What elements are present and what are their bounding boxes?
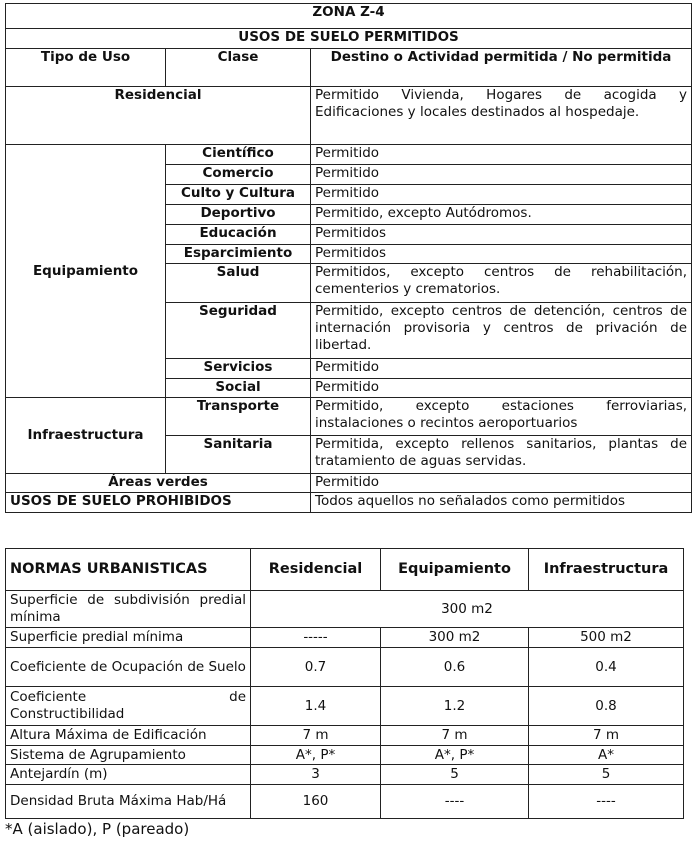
prohibidos-destino: Todos aquellos no señalados como permitidos: [311, 493, 692, 513]
row-label: Superficie predial mínima: [6, 628, 251, 648]
row-value: 7 m: [251, 726, 381, 746]
areas-verdes-tipo: Áreas verdes: [6, 474, 311, 493]
row-label: Superficie de subdivisión predial mínima: [6, 591, 251, 628]
header-destino: Destino o Actividad permitida / No permitida: [311, 49, 692, 87]
row-value: 500 m2: [529, 628, 684, 648]
destino-cell: Permitida, excepto rellenos sanitarios, plantas de tratamiento de aguas servidas.: [311, 436, 692, 474]
clase-cell: Educación: [166, 225, 311, 245]
destino-cell: Permitido, excepto centros de detención, centros de internación provisoria y centros de privación de libertad.: [311, 303, 692, 359]
row-value: 3: [251, 765, 381, 785]
clase-cell: Culto y Cultura: [166, 185, 311, 205]
row-value: 1.4: [251, 687, 381, 726]
destino-cell: Permitidos: [311, 225, 692, 245]
clase-cell: Salud: [166, 264, 311, 303]
row-value: 5: [381, 765, 529, 785]
clase-cell: Sanitaria: [166, 436, 311, 474]
destino-cell: Permitido: [311, 185, 692, 205]
areas-verdes-destino: Permitido: [311, 474, 692, 493]
destino-cell: Permitido, excepto estaciones ferroviarias, instalaciones o recintos aeroportuarios: [311, 398, 692, 436]
normas-header: NORMAS URBANISTICAS: [6, 549, 251, 591]
row-label: Sistema de Agrupamiento: [6, 746, 251, 765]
destino-cell: Permitido, excepto Autódromos.: [311, 205, 692, 225]
clase-cell: Transporte: [166, 398, 311, 436]
residencial-tipo: Residencial: [6, 87, 311, 145]
row-value: 0.7: [251, 648, 381, 687]
row-value: 300 m2: [251, 591, 684, 628]
normas-urbanisticas-table: [5, 548, 684, 819]
equipamiento-header: Equipamiento: [381, 549, 529, 591]
zona-title: ZONA Z-4: [6, 4, 692, 29]
row-value: 7 m: [529, 726, 684, 746]
usos-title: USOS DE SUELO PERMITIDOS: [6, 29, 692, 49]
destino-cell: Permitido: [311, 359, 692, 379]
residencial-destino: Permitido Vivienda, Hogares de acogida y Edificaciones y locales destinados al hospedaje.: [311, 87, 692, 145]
row-value: 0.4: [529, 648, 684, 687]
clase-cell: Seguridad: [166, 303, 311, 359]
destino-cell: Permitido: [311, 145, 692, 165]
row-label: Altura Máxima de Edificación: [6, 726, 251, 746]
row-value: 160: [251, 785, 381, 819]
header-clase: Clase: [166, 49, 311, 87]
clase-cell: Deportivo: [166, 205, 311, 225]
clase-cell: Comercio: [166, 165, 311, 185]
row-label: Coeficiente de Ocupación de Suelo: [6, 648, 251, 687]
clase-cell: Social: [166, 379, 311, 398]
row-label: Antejardín (m): [6, 765, 251, 785]
destino-cell: Permitidos: [311, 245, 692, 264]
infraestructura-header: Infraestructura: [529, 549, 684, 591]
row-value: ----: [529, 785, 684, 819]
usos-de-suelo-table: [5, 3, 692, 513]
residencial-header: Residencial: [251, 549, 381, 591]
footnote: *A (aislado), P (pareado): [5, 820, 190, 838]
row-value: 1.2: [381, 687, 529, 726]
infraestructura-tipo: Infraestructura: [6, 398, 166, 474]
destino-cell: Permitidos, excepto centros de rehabilitación, cementerios y crematorios.: [311, 264, 692, 303]
row-value: 0.6: [381, 648, 529, 687]
row-value: A*, P*: [381, 746, 529, 765]
row-value: -----: [251, 628, 381, 648]
destino-cell: Permitido: [311, 165, 692, 185]
row-value: 300 m2: [381, 628, 529, 648]
header-tipo: Tipo de Uso: [6, 49, 166, 87]
clase-cell: Científico: [166, 145, 311, 165]
prohibidos-tipo: USOS DE SUELO PROHIBIDOS: [6, 493, 311, 513]
clase-cell: Esparcimiento: [166, 245, 311, 264]
row-value: 5: [529, 765, 684, 785]
row-value: ----: [381, 785, 529, 819]
row-label: Densidad Bruta Máxima Hab/Há: [6, 785, 251, 819]
row-value: 7 m: [381, 726, 529, 746]
row-value: A*: [529, 746, 684, 765]
row-value: 0.8: [529, 687, 684, 726]
equipamiento-tipo: Equipamiento: [6, 145, 166, 398]
destino-cell: Permitido: [311, 379, 692, 398]
clase-cell: Servicios: [166, 359, 311, 379]
row-label: Coeficiente de Constructibilidad: [6, 687, 251, 726]
row-value: A*, P*: [251, 746, 381, 765]
